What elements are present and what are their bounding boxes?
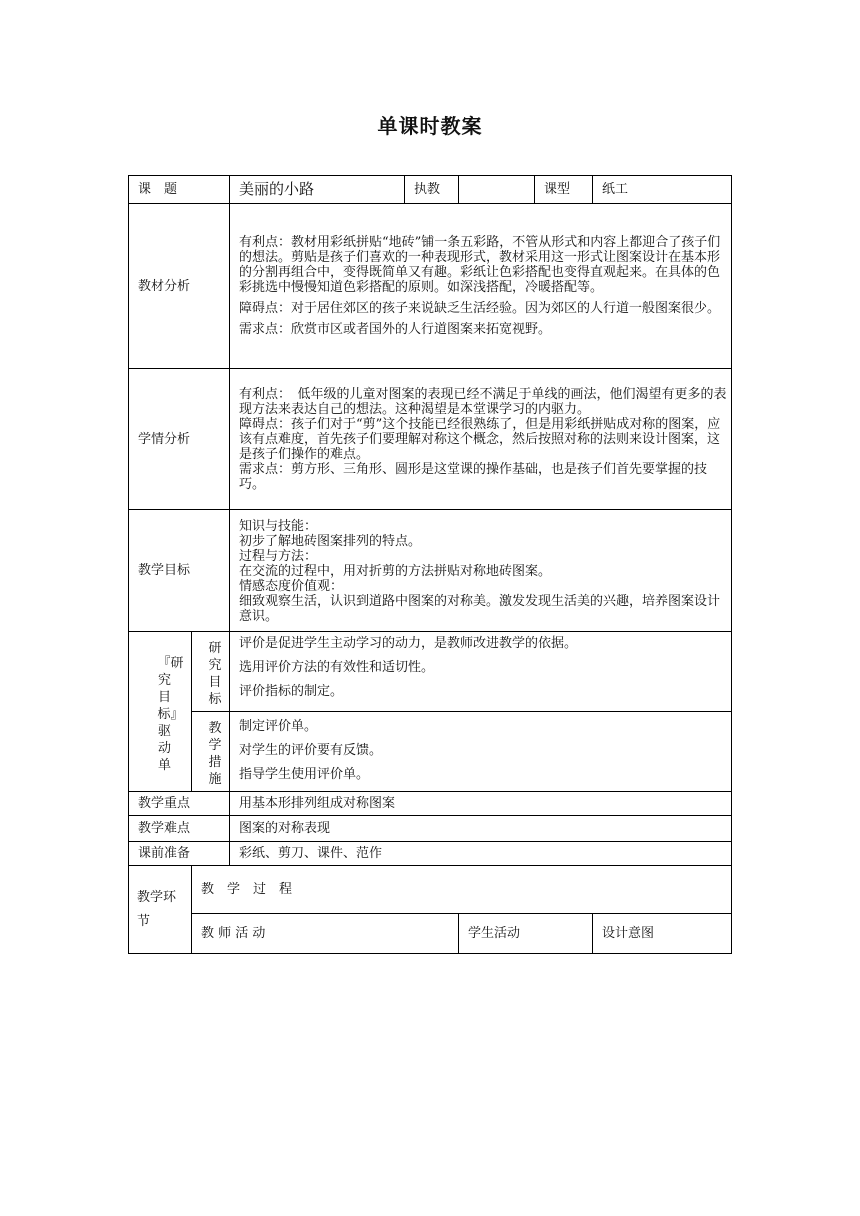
measure-row <box>129 712 732 792</box>
preparation-row <box>129 842 732 866</box>
header-row <box>129 176 732 204</box>
material-obstacle: 障碍点：对于居住郊区的孩子来说缺乏生活经验。因为郊区的人行道一般图案很少。 <box>239 301 721 316</box>
research-group-text: 『研究目标』驱动单 <box>157 656 184 773</box>
student-activity-header: 学生活动 <box>459 914 593 954</box>
key-point-label: 教学重点 <box>129 792 230 816</box>
key-point-row <box>129 792 732 816</box>
measure-item: 指导学生使用评价单。 <box>239 766 370 782</box>
student-analysis-row <box>129 369 732 510</box>
emotion-text: 细致观察生活，认识到道路中图案的对称美。激发发现生活美的兴趣，培养图案设计意识。 <box>239 593 721 624</box>
process-columns-row <box>129 914 732 954</box>
type-value: 纸工 <box>593 176 732 204</box>
student-obstacle: 障碍点：孩子们对于“剪”这个技能已经很熟练了，但是用彩纸拼贴成对称的图案，应该有点难度，首先孩子们要理解对称这个概念，然后按照对称的法则来设计图案，这是孩子们操作的难点。 <box>239 416 721 462</box>
material-need: 需求点：欣赏市区或者国外的人行道图案来拓宽视野。 <box>239 322 552 337</box>
difficulty-value: 图案的对称表现 <box>230 816 732 842</box>
emotion-heading: 情感态度价值观： <box>239 578 344 594</box>
measure-label <box>192 712 230 792</box>
measure-list <box>230 712 732 792</box>
difficulty-label: 教学难点 <box>129 816 230 842</box>
research-goal-list <box>230 632 732 712</box>
research-group-label <box>129 632 192 792</box>
lesson-plan-table <box>128 175 732 954</box>
process-label: 教学环节 <box>129 866 192 954</box>
student-analysis-label: 学情分析 <box>129 369 230 510</box>
research-goal-row <box>129 632 732 712</box>
teacher-value[interactable] <box>459 176 535 204</box>
measure-text: 教学措施 <box>208 720 222 787</box>
research-goal-item: 评价指标的制定。 <box>239 683 344 699</box>
research-goal-text: 研究目标 <box>208 640 222 707</box>
teaching-goals-label: 教学目标 <box>129 510 230 632</box>
teacher-label: 执教 <box>405 176 459 204</box>
design-intent-header: 设计意图 <box>593 914 732 954</box>
measure-item: 制定评价单。 <box>239 718 318 734</box>
material-analysis-row <box>129 204 732 369</box>
research-goal-item: 评价是促进学生主动学习的动力，是教师改进教学的依据。 <box>239 635 578 651</box>
process-heading: 教 学 过 程 <box>192 866 732 914</box>
measure-item: 对学生的评价要有反馈。 <box>239 742 383 758</box>
preparation-label: 课前准备 <box>129 842 230 866</box>
material-analysis-label: 教材分析 <box>129 204 230 369</box>
preparation-value: 彩纸、剪刀、课件、范作 <box>230 842 732 866</box>
topic-value: 美丽的小路 <box>230 176 405 204</box>
research-goal-item: 选用评价方法的有效性和适切性。 <box>239 659 435 675</box>
student-analysis-content <box>230 369 732 510</box>
knowledge-text: 初步了解地砖图案排列的特点。 <box>239 533 422 549</box>
research-goal-label <box>192 632 230 712</box>
type-label: 课型 <box>535 176 593 204</box>
knowledge-heading: 知识与技能： <box>239 518 318 534</box>
topic-label: 课 题 <box>129 176 230 204</box>
key-point-value: 用基本形排列组成对称图案 <box>230 792 732 816</box>
process-heading: 过程与方法： <box>239 548 318 564</box>
page-title: 单课时教案 <box>377 114 483 138</box>
difficulty-row <box>129 816 732 842</box>
student-need: 需求点：剪方形、三角形、圆形是这堂课的操作基础，也是孩子们首先要掌握的技巧。 <box>239 461 708 492</box>
student-advantage: 有利点： 低年级的儿童对图案的表现已经不满足于单线的画法，他们渴望有更多的表现方法来表达自己的想法。这种渴望是本堂课学习的内驱力。 <box>239 386 727 417</box>
teaching-goals-row <box>129 510 732 632</box>
teaching-goals-content <box>230 510 732 632</box>
material-advantage: 有利点：教材用彩纸拼贴“地砖”铺一条五彩路，不管从形式和内容上都迎合了孩子们的想法。剪贴是孩子们喜欢的一种表现形式，教材采用这一形式让图案设计在基本形的分割再组合中，变得既简单又有趣。彩纸让色彩搭配也变得直观起来。在具体的色彩挑选中慢慢知道色彩搭配的原则。如深浅搭配，冷暖搭配等。 <box>239 235 721 295</box>
material-analysis-content <box>230 204 732 369</box>
process-heading-row <box>129 866 732 914</box>
teacher-activity-header: 教 师 活 动 <box>192 914 459 954</box>
process-text: 在交流的过程中，用对折剪的方法拼贴对称地砖图案。 <box>239 563 552 579</box>
